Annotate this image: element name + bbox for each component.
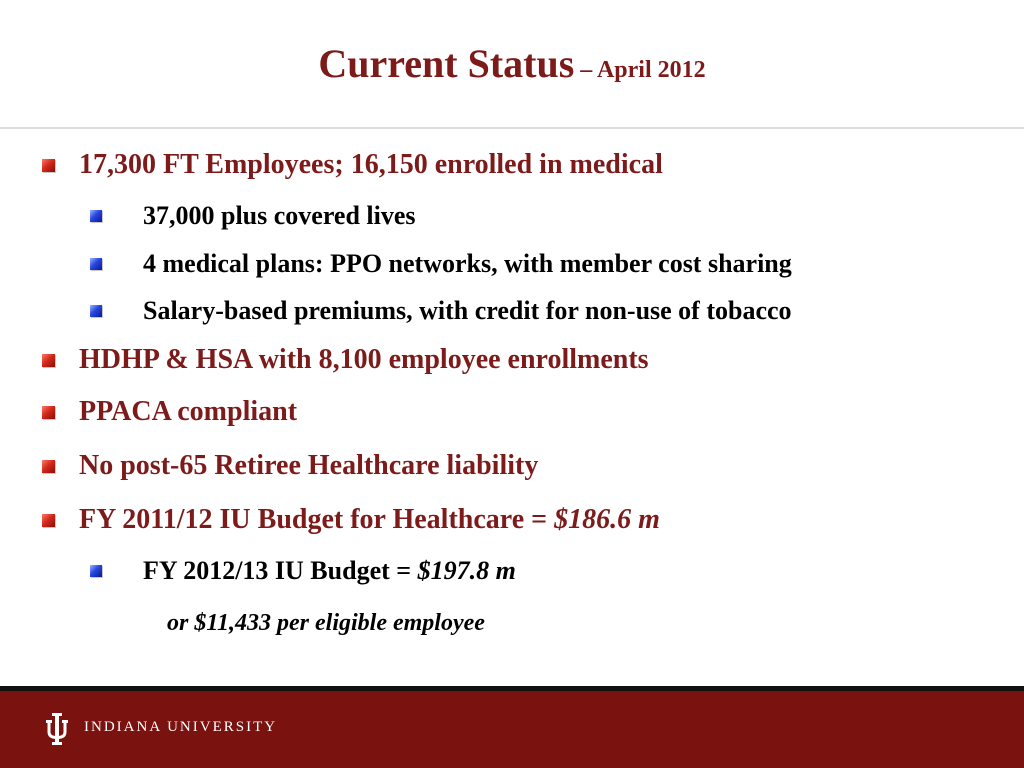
bullet-text: 4 medical plans: PPO networks, with member cost sharing bbox=[143, 249, 792, 278]
bullet-hdhp-hsa bbox=[79, 346, 649, 374]
red-bullet-icon bbox=[42, 514, 55, 527]
slide-title-main: Current Status bbox=[318, 41, 575, 86]
bullet-text: HDHP & HSA with 8,100 employee enrollments bbox=[79, 344, 649, 375]
sub-bullet-medical-plans bbox=[143, 251, 792, 277]
sub-bullet-fy2012-budget bbox=[143, 558, 516, 584]
sub-bullet-premiums bbox=[143, 298, 792, 324]
footer-org-name: INDIANA UNIVERSITY bbox=[84, 719, 278, 735]
slide-title bbox=[0, 41, 1024, 86]
bullet-text: FY 2011/12 IU Budget for Healthcare = bbox=[79, 504, 555, 535]
slide-title-date: – April 2012 bbox=[574, 57, 706, 83]
sub-bullet-covered-lives bbox=[143, 203, 416, 229]
bullet-ft-employees bbox=[79, 151, 663, 179]
blue-bullet-icon bbox=[90, 258, 102, 270]
blue-bullet-icon bbox=[90, 565, 102, 577]
per-employee-note: or $11,433 per eligible employee bbox=[167, 610, 485, 636]
budget-value: $186.6 m bbox=[554, 504, 660, 535]
title-divider bbox=[0, 127, 1024, 129]
red-bullet-icon bbox=[42, 406, 55, 419]
bullet-text: No post-65 Retiree Healthcare liability bbox=[79, 450, 539, 481]
bullet-text: PPACA compliant bbox=[79, 396, 298, 427]
bullet-text: Salary-based premiums, with credit for non-use of tobacco bbox=[143, 296, 792, 325]
bullet-retiree-liability bbox=[79, 452, 538, 480]
bullet-text: 37,000 plus covered lives bbox=[143, 201, 416, 230]
red-bullet-icon bbox=[42, 460, 55, 473]
blue-bullet-icon bbox=[90, 305, 102, 317]
bullet-text: 17,300 FT Employees; 16,150 enrolled in medical bbox=[79, 149, 663, 180]
bullet-fy2011-budget bbox=[79, 506, 660, 534]
red-bullet-icon bbox=[42, 159, 55, 172]
budget-value: $197.8 m bbox=[417, 556, 516, 585]
iu-trident-icon bbox=[44, 712, 70, 748]
blue-bullet-icon bbox=[90, 210, 102, 222]
bullet-ppaca bbox=[79, 398, 297, 426]
red-bullet-icon bbox=[42, 354, 55, 367]
bullet-text: FY 2012/13 IU Budget = bbox=[143, 556, 418, 585]
